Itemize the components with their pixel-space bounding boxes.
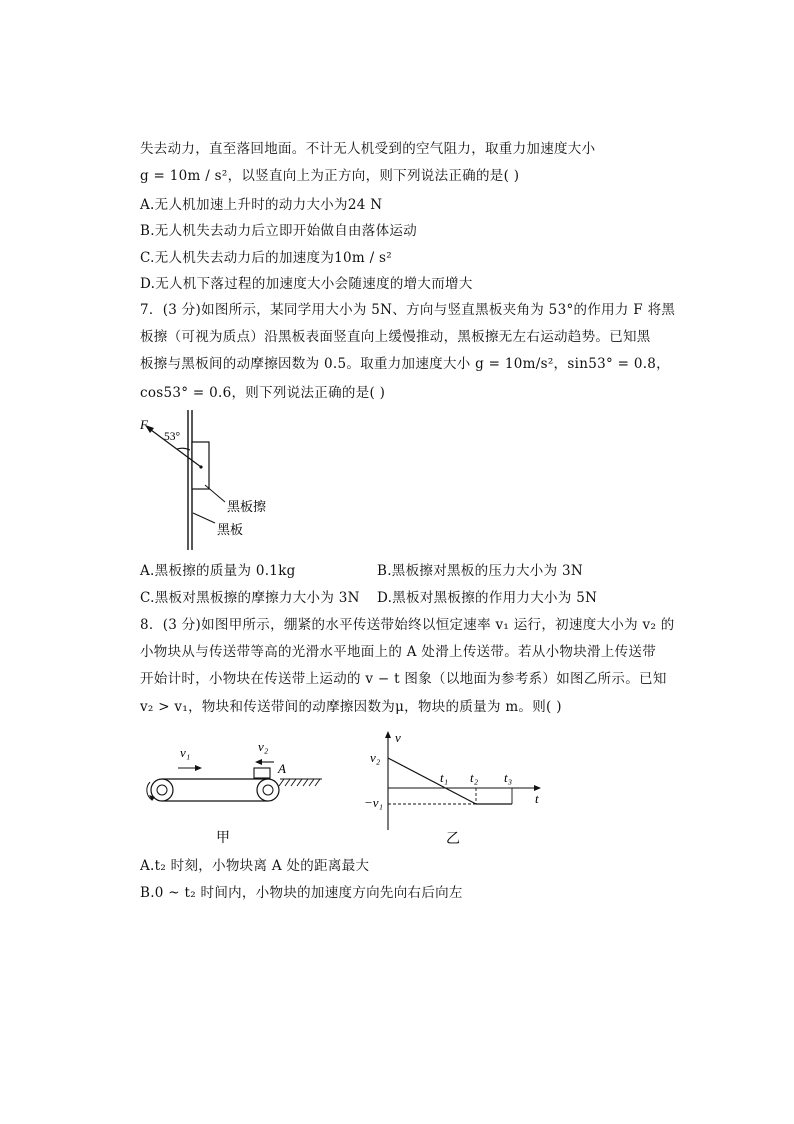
angle-label: 53°: [164, 431, 181, 443]
eraser-leader-line: [205, 485, 225, 502]
q6-option-c: C.无人机失去动力后的加速度为10m / s²: [140, 250, 392, 266]
q7-line-2: 板擦（可视为质点）沿黑板表面竖直向上缓慢推动，黑板擦无左右运动趋势。已知黑: [140, 329, 651, 345]
q8-option-a: A.t₂ 时刻，小物块离 A 处的距离最大: [140, 858, 370, 874]
v2-label: v₂: [258, 739, 269, 754]
q8-line-4: v₂ > v₁，物块和传送带间的动摩擦因数为μ，物块的质量为 m。则( ): [140, 699, 562, 715]
q8-figure-vt-graph: [360, 728, 560, 853]
t-axis-label: t: [535, 791, 539, 806]
neg-v1-tick-label: −v₁: [364, 795, 384, 810]
v1-label: v₁: [180, 745, 191, 760]
q8-line-1: 8．(3 分)如图甲所示，绷紧的水平传送带始终以恒定速率 v₁ 运行，初速度大小为 v₂ 的: [140, 617, 675, 633]
v2-arrowhead: [255, 759, 262, 765]
figure-caption-jia: 甲: [216, 830, 230, 846]
q6-option-a: A.无人机加速上升时的动力大小为24 N: [140, 197, 383, 213]
q7-option-c: C.黑板对黑板擦的摩擦力大小为 3N: [140, 590, 360, 606]
q7-option-d: D.黑板对黑板擦的作用力大小为 5N: [377, 590, 598, 606]
q7-line-3: 板擦与黑板间的动摩擦因数为 0.5。取重力加速度大小 g = 10m/s²，sin53° = 0.8，: [140, 356, 670, 372]
q6-option-d: D.无人机下落过程的加速度大小会随速度的增大而增大: [140, 276, 473, 292]
t1-label: t₁: [440, 770, 449, 785]
q7-option-a: A.黑板擦的质量为 0.1kg: [140, 563, 296, 579]
force-label: F: [140, 417, 148, 432]
q6-option-b: B.无人机失去动力后立即开始做自由落体运动: [140, 223, 418, 239]
point-a-label: A: [278, 761, 286, 776]
q7-line-4: cos53° = 0.6，则下列说法正确的是( ): [140, 385, 386, 401]
v2-tick-label: v₂: [370, 750, 381, 765]
eraser-label: 黑板擦: [227, 500, 267, 515]
q7-figure: [135, 410, 295, 555]
board-label: 黑板: [217, 523, 244, 538]
ground-hatching: [279, 779, 320, 786]
q8-option-b: B.0 ~ t₂ 时间内，小物块的加速度方向先向右后向左: [140, 885, 463, 901]
q8-line-2: 小物块从与传送带等高的光滑水平地面上的 A 处滑上传送带。若从小物块滑上传送带: [140, 644, 657, 660]
v1-arrowhead: [195, 765, 202, 771]
q7-line-1: 7．(3 分)如图所示，某同学用大小为 5N、方向与竖直黑板夹角为 53°的作用力 F 将黑: [140, 302, 676, 318]
right-pulley: [257, 779, 279, 801]
v-axis-arrowhead: [385, 731, 391, 738]
q6-line-1: 失去动力，直至落回地面。不计无人机受到的空气阻力，取重力加速度大小: [140, 141, 596, 157]
v-axis-label: v: [395, 730, 401, 745]
velocity-decel-segment: [388, 758, 476, 804]
t3-label: t₃: [504, 770, 513, 785]
figure-caption-yi: 乙: [446, 831, 460, 847]
board-leader-line: [193, 513, 215, 523]
q6-line-2: g = 10m / s²，以竖直向上为正方向，则下列说法正确的是( ): [140, 168, 520, 184]
small-block: [254, 768, 270, 778]
q7-option-b: B.黑板擦对黑板的压力大小为 3N: [377, 563, 584, 579]
q8-figure-conveyor: [140, 735, 330, 850]
q8-line-3: 开始计时，小物块在传送带上运动的 v − t 图象（以地面为参考系）如图乙所示。已知: [140, 671, 667, 687]
t2-label: t₂: [470, 770, 479, 785]
